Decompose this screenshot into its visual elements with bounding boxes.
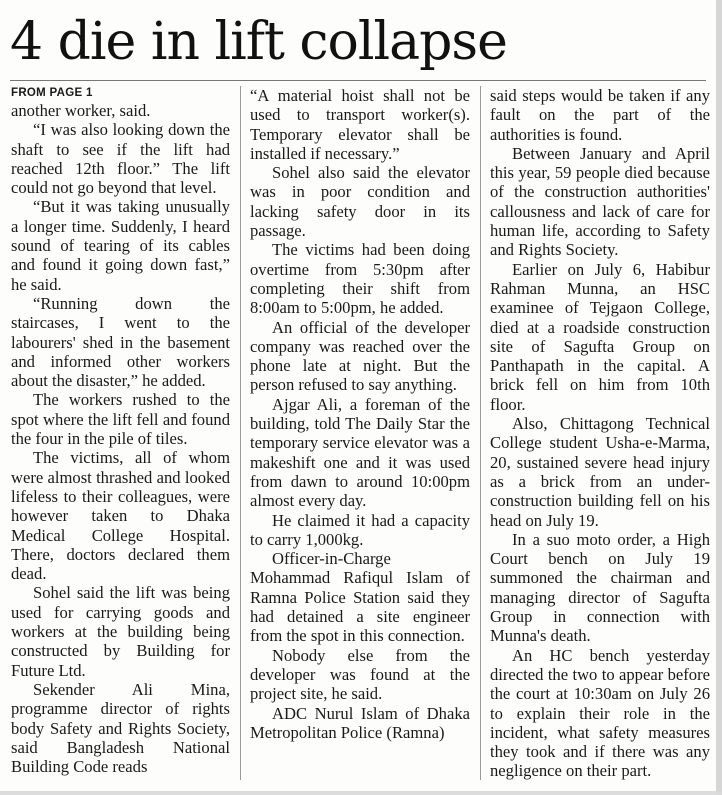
paragraph: “Running down the staircases, I went to the labourers' shed in the basement and informed other workers about the disaster,” he added.	[11, 293, 230, 391]
paragraph: Nobody else from the developer was found at the project site, he said.	[250, 645, 470, 704]
column-divider	[240, 86, 241, 780]
paragraph: another worker, said.	[11, 101, 151, 120]
paragraph: Sekender Ali Mina, programme director of rights body Safety and Rights Society, said Bangladesh National Building Code reads	[11, 679, 230, 777]
paragraph: The workers rushed to the spot where the lift fell and found the four in the pile of tiles.	[11, 390, 230, 449]
headline: 4 die in lift collapse	[10, 12, 507, 72]
article-column-2	[250, 86, 470, 786]
paragraph: Sohel said the lift was being used for carrying goods and workers at the building being constructed by Building for Future Ltd.	[11, 583, 230, 680]
paragraph: Sohel also said the elevator was in poor condition and lacking safety door in its passage.	[250, 163, 470, 241]
paragraph: said steps would be taken if any fault on the part of the authorities is found.	[490, 86, 710, 144]
paragraph: An HC bench yesterday directed the two to appear before the court at 10:30am on July 26 to explain their role in the incident, what safety measures they took and if there was any negligence on their part.	[490, 645, 710, 781]
paragraph: “But it was taking unusually a longer time. Suddenly, I heard sound of tearing of its cables and found it going down fast,” he said.	[11, 197, 230, 294]
paragraph: “A material hoist shall not be used to transport worker(s). Temporary elevator shall be installed if necessary.”	[250, 86, 470, 163]
column-divider	[480, 86, 481, 780]
paragraph: He claimed it had a capacity to carry 1,000kg.	[250, 510, 470, 549]
paragraph: Ajgar Ali, a foreman of the building, told The Daily Star the temporary service elevator was a makeshift one and it was used from dawn to around 10:00pm almost every day.	[250, 394, 470, 511]
paragraph: Earlier on July 6, Habibur Rahman Munna, an HSC examinee of Tejgaon College, died at a roadside construction site of Sagufta Group on Panthapath in the capital. A brick fell on him from 10th floor.	[490, 259, 710, 414]
article-column-3	[490, 86, 710, 786]
continuation-label: FROM PAGE 1	[11, 87, 93, 99]
paragraph: “I was also looking down the shaft to see if the lift had reached 12th floor.” The lift could not go beyond that level.	[11, 120, 230, 198]
paragraph: The victims had been doing overtime from 5:30pm after completing their shift from 8:00am to 5:00pm, he added.	[250, 240, 470, 318]
article-column-1	[11, 86, 230, 786]
paragraph: Officer-in-Charge Mohammad Rafiqul Islam of Ramna Police Station said they had detained a site engineer from the spot in this connection.	[250, 549, 470, 646]
paragraph: Between January and April this year, 59 people died because of the construction authorities' callousness and lack of care for human life, according to Safety and Rights Society.	[490, 143, 710, 260]
paragraph: An official of the developer company was reached over the phone late at night. But the person refused to say anything.	[250, 317, 470, 395]
headline-rule	[10, 80, 706, 81]
paragraph: ADC Nurul Islam of Dhaka Metropolitan Police (Ramna)	[250, 703, 470, 742]
paragraph: Also, Chittagong Technical College student Usha-e-Marma, 20, sustained severe head injury as a brick from an under-construction building fell on his head on July 19.	[490, 414, 710, 530]
paragraph: In a suo moto order, a High Court bench on July 19 summoned the chairman and managing director of Sagufta Group in connection with Munna's death.	[490, 529, 710, 646]
paragraph: The victims, all of whom were almost thrashed and looked lifeless to their colleagues, were however taken to Dhaka Medical College Hospital. There, doctors declared them dead.	[11, 448, 230, 584]
